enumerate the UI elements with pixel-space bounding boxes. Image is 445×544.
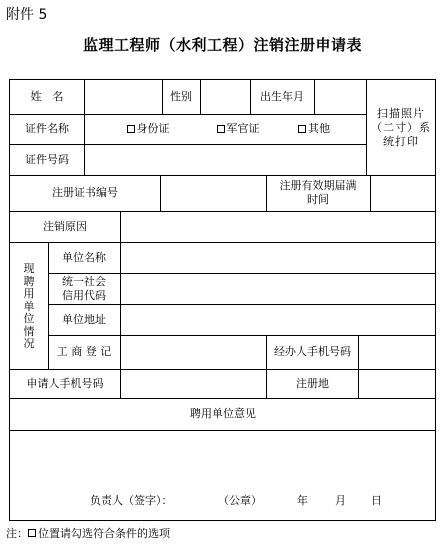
address-field[interactable] xyxy=(121,304,436,335)
form-title: 监理工程师（水利工程）注销注册申请表 xyxy=(82,36,362,54)
month-label: 月 xyxy=(335,494,346,507)
id-type-label: 证件名称 xyxy=(25,122,69,135)
applicant-phone-field[interactable] xyxy=(121,369,266,398)
expiry-label: 注册有效期届满时间 xyxy=(279,179,357,206)
reason-label: 注销原因 xyxy=(43,219,87,233)
option-label: 身份证 xyxy=(136,122,170,135)
photo-area: 扫描照片（二寸）系统打印 xyxy=(371,106,431,148)
handler-phone-field[interactable] xyxy=(359,335,436,369)
credit-code-label: 统一社会信用代码 xyxy=(62,274,106,302)
opinion-label: 聘用单位意见 xyxy=(190,407,256,420)
name-label: 姓 名 xyxy=(30,90,64,103)
employer-group-label: 现聘用单位情况 xyxy=(23,262,35,350)
credit-code-field[interactable] xyxy=(121,273,436,304)
reason-field[interactable] xyxy=(121,211,436,242)
signature-label: 负责人（签字）： xyxy=(90,494,173,507)
handler-phone-label: 经办人手机号码 xyxy=(274,345,351,358)
business-reg-field[interactable] xyxy=(121,335,266,369)
name-field[interactable] xyxy=(85,80,162,114)
col-line xyxy=(266,175,267,211)
reg-place-field[interactable] xyxy=(359,369,436,398)
employer-name-field[interactable] xyxy=(121,242,436,273)
option-label: 其他 xyxy=(308,122,330,135)
birth-label: 出生年月 xyxy=(260,90,304,103)
checkbox-icon[interactable] xyxy=(127,125,135,133)
checkbox-icon xyxy=(28,529,36,537)
gender-field[interactable] xyxy=(201,80,250,114)
checkbox-icon[interactable] xyxy=(298,125,306,133)
expiry-field[interactable] xyxy=(371,175,436,211)
gender-label: 性别 xyxy=(170,90,192,103)
application-form xyxy=(9,79,436,521)
attachment-number: 附件 5 xyxy=(6,7,48,23)
id-number-label: 证件号码 xyxy=(25,152,69,166)
id-number-field[interactable] xyxy=(85,144,366,175)
address-label: 单位地址 xyxy=(62,312,106,326)
footer-note xyxy=(6,525,170,541)
cert-number-label: 注册证书编号 xyxy=(52,186,118,199)
id-option-other[interactable] xyxy=(294,114,334,144)
option-label: 军官证 xyxy=(226,122,260,135)
col-line xyxy=(366,80,367,175)
applicant-phone-label: 申请人手机号码 xyxy=(26,376,104,390)
checkbox-icon[interactable] xyxy=(217,125,225,133)
id-option-id-card[interactable] xyxy=(120,114,176,144)
id-option-officer[interactable] xyxy=(210,114,266,144)
birth-field[interactable] xyxy=(315,80,366,114)
opinion-field[interactable] xyxy=(10,431,436,491)
note-prefix: 注： xyxy=(6,527,28,540)
note-text: 位置请勾选符合条件的选项 xyxy=(38,527,170,540)
seal-label: （公章） xyxy=(218,494,262,507)
employer-name-label: 单位名称 xyxy=(62,250,106,264)
cert-number-field[interactable] xyxy=(161,175,266,211)
day-label: 日 xyxy=(371,494,382,507)
year-label: 年 xyxy=(297,494,308,507)
reg-place-label: 注册地 xyxy=(296,376,329,390)
business-reg-label: 工 商 登 记 xyxy=(56,345,112,358)
